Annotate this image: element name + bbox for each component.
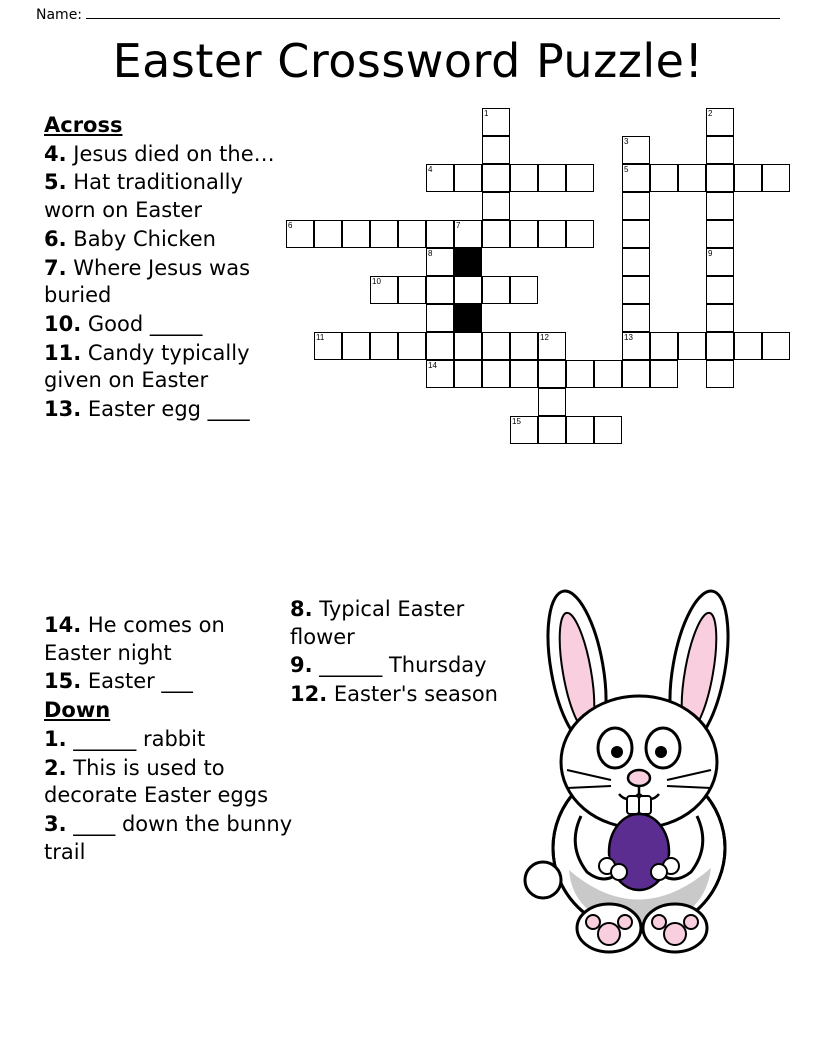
grid-block-cell <box>454 248 482 276</box>
grid-cell[interactable] <box>622 332 650 360</box>
grid-cell[interactable] <box>398 276 426 304</box>
clue-text: He comes on Easter night <box>44 613 225 665</box>
grid-cell[interactable] <box>566 360 594 388</box>
grid-cell-number: 1 <box>484 109 489 118</box>
grid-cell[interactable] <box>370 276 398 304</box>
clue-across-10 <box>44 311 292 339</box>
clue-number: 12. <box>290 682 328 707</box>
down-clues-list-column-1 <box>44 612 294 867</box>
grid-cell[interactable] <box>734 332 762 360</box>
clue-number: 6. <box>44 226 67 251</box>
down-heading: Down <box>44 698 111 723</box>
grid-cell[interactable] <box>594 416 622 444</box>
grid-cell[interactable] <box>706 164 734 192</box>
grid-cell[interactable] <box>622 192 650 220</box>
grid-cell[interactable] <box>482 136 510 164</box>
down-clues-list-column-2 <box>290 596 500 710</box>
grid-cell[interactable] <box>454 276 482 304</box>
grid-cell[interactable] <box>706 360 734 388</box>
grid-cell[interactable] <box>566 220 594 248</box>
clue-number: 14. <box>44 613 82 637</box>
grid-cell[interactable] <box>706 304 734 332</box>
clue-number: 2. <box>44 755 67 780</box>
grid-cell[interactable] <box>426 220 454 248</box>
grid-cell[interactable] <box>482 108 510 136</box>
grid-cell-number: 4 <box>428 165 433 174</box>
across-heading: Across <box>44 113 123 137</box>
clue-number: 1. <box>44 726 67 751</box>
grid-cell[interactable] <box>762 164 790 192</box>
grid-cell[interactable] <box>482 276 510 304</box>
grid-cell[interactable] <box>482 164 510 192</box>
clue-across-15 <box>44 668 294 696</box>
clue-text: Jesus died on the… <box>73 141 275 166</box>
grid-cell[interactable] <box>398 332 426 360</box>
clue-text: Good _____ <box>87 312 203 337</box>
grid-cell-number: 5 <box>624 165 629 174</box>
name-label: Name: <box>36 7 83 23</box>
clue-text: ____ down the bunny trail <box>44 812 293 864</box>
clue-text: Easter's season <box>333 682 498 707</box>
grid-cell-number: 15 <box>512 417 521 426</box>
name-field-row <box>36 6 780 23</box>
clue-down-9 <box>290 652 500 680</box>
clue-number: 15. <box>44 669 82 694</box>
grid-cell[interactable] <box>622 360 650 388</box>
grid-cell[interactable] <box>426 164 454 192</box>
grid-cell[interactable] <box>678 332 706 360</box>
name-write-line[interactable] <box>86 6 780 19</box>
grid-cell[interactable] <box>650 360 678 388</box>
clue-across-6 <box>44 226 292 254</box>
grid-cell-number: 13 <box>624 333 633 342</box>
grid-cell[interactable] <box>510 360 538 388</box>
grid-cell[interactable] <box>538 164 566 192</box>
grid-cell-number: 3 <box>624 137 629 146</box>
grid-cell[interactable] <box>762 332 790 360</box>
grid-cell[interactable] <box>426 304 454 332</box>
clue-number: 7. <box>44 255 67 280</box>
clue-text: Easter egg ____ <box>87 397 250 422</box>
clue-number: 10. <box>44 312 82 337</box>
easter-bunny-illustration <box>515 580 775 974</box>
grid-cell[interactable] <box>622 276 650 304</box>
grid-cell[interactable] <box>538 416 566 444</box>
grid-cell[interactable] <box>538 388 566 416</box>
grid-cell[interactable] <box>566 164 594 192</box>
clue-across-14 <box>44 612 294 667</box>
grid-cell-number: 10 <box>372 277 381 286</box>
clue-down-3 <box>44 811 294 866</box>
grid-cell[interactable] <box>454 164 482 192</box>
grid-cell[interactable] <box>370 220 398 248</box>
clue-text: ______ Thursday <box>319 653 487 678</box>
grid-cell[interactable] <box>622 136 650 164</box>
clue-number: 9. <box>290 653 313 678</box>
grid-cell[interactable] <box>622 164 650 192</box>
grid-cell[interactable] <box>314 220 342 248</box>
clue-text: Baby Chicken <box>73 226 216 251</box>
grid-cell-number: 2 <box>708 109 713 118</box>
grid-cell[interactable] <box>482 360 510 388</box>
grid-cell[interactable] <box>342 332 370 360</box>
grid-cell[interactable] <box>370 332 398 360</box>
grid-cell[interactable] <box>482 220 510 248</box>
grid-block-cell <box>454 304 482 332</box>
grid-cell-number: 9 <box>708 249 713 258</box>
clue-down-8 <box>290 596 500 651</box>
grid-cell[interactable] <box>426 276 454 304</box>
grid-cell[interactable] <box>510 164 538 192</box>
clue-down-2 <box>44 755 294 810</box>
grid-cell[interactable] <box>566 416 594 444</box>
clue-number: 8. <box>290 597 313 621</box>
grid-cell[interactable] <box>426 248 454 276</box>
clue-text: Easter ___ <box>87 669 193 694</box>
grid-cell[interactable] <box>538 360 566 388</box>
grid-cell[interactable] <box>286 220 314 248</box>
page-title: Easter Crossword Puzzle! <box>112 34 704 88</box>
grid-cell[interactable] <box>650 332 678 360</box>
clue-text: ______ rabbit <box>73 726 206 751</box>
clue-across-4 <box>44 141 292 169</box>
grid-cell[interactable] <box>482 332 510 360</box>
grid-cell[interactable] <box>454 220 482 248</box>
clue-number: 11. <box>44 340 82 365</box>
clue-text: Candy typically given on Easter <box>44 340 250 393</box>
clue-number: 5. <box>44 170 67 195</box>
clue-across-11 <box>44 340 292 395</box>
grid-cell[interactable] <box>622 248 650 276</box>
grid-cell[interactable] <box>510 276 538 304</box>
grid-cell[interactable] <box>622 304 650 332</box>
clue-text: Hat traditionally worn on Easter <box>44 170 243 223</box>
clue-across-5 <box>44 169 292 224</box>
clue-down-12 <box>290 681 500 709</box>
grid-cell[interactable] <box>706 108 734 136</box>
across-clues-list <box>44 112 292 425</box>
clue-text: Typical Easter flower <box>290 597 465 649</box>
grid-cell[interactable] <box>706 220 734 248</box>
grid-cell[interactable] <box>398 220 426 248</box>
grid-cell[interactable] <box>706 248 734 276</box>
grid-cell[interactable] <box>706 276 734 304</box>
grid-cell[interactable] <box>622 220 650 248</box>
clue-text: This is used to decorate Easter eggs <box>44 755 269 808</box>
grid-cell[interactable] <box>454 332 482 360</box>
grid-cell[interactable] <box>426 332 454 360</box>
clue-number: 13. <box>44 397 82 422</box>
grid-cell[interactable] <box>706 136 734 164</box>
grid-cell[interactable] <box>510 220 538 248</box>
grid-cell[interactable] <box>650 164 678 192</box>
grid-cell[interactable] <box>314 332 342 360</box>
clue-across-13 <box>44 396 292 424</box>
grid-cell-number: 7 <box>456 221 461 230</box>
grid-cell[interactable] <box>426 360 454 388</box>
grid-cell[interactable] <box>342 220 370 248</box>
grid-cell[interactable] <box>510 332 538 360</box>
clue-number: 4. <box>44 141 67 166</box>
grid-cell[interactable] <box>482 192 510 220</box>
grid-cell[interactable] <box>454 360 482 388</box>
grid-cell-number: 8 <box>428 249 433 258</box>
grid-cell[interactable] <box>706 192 734 220</box>
clue-number: 3. <box>44 812 67 837</box>
grid-cell[interactable] <box>734 164 762 192</box>
grid-cell[interactable] <box>706 332 734 360</box>
grid-cell-number: 14 <box>428 361 437 370</box>
grid-cell-number: 6 <box>288 221 293 230</box>
grid-cell-number: 11 <box>316 333 325 342</box>
grid-cell[interactable] <box>594 360 622 388</box>
grid-cell[interactable] <box>538 332 566 360</box>
clue-text: Where Jesus was buried <box>44 255 251 308</box>
grid-cell[interactable] <box>538 220 566 248</box>
grid-cell[interactable] <box>678 164 706 192</box>
grid-cell[interactable] <box>510 416 538 444</box>
clue-down-1 <box>44 726 294 754</box>
grid-cell-number: 12 <box>540 333 549 342</box>
clue-across-7 <box>44 255 292 310</box>
